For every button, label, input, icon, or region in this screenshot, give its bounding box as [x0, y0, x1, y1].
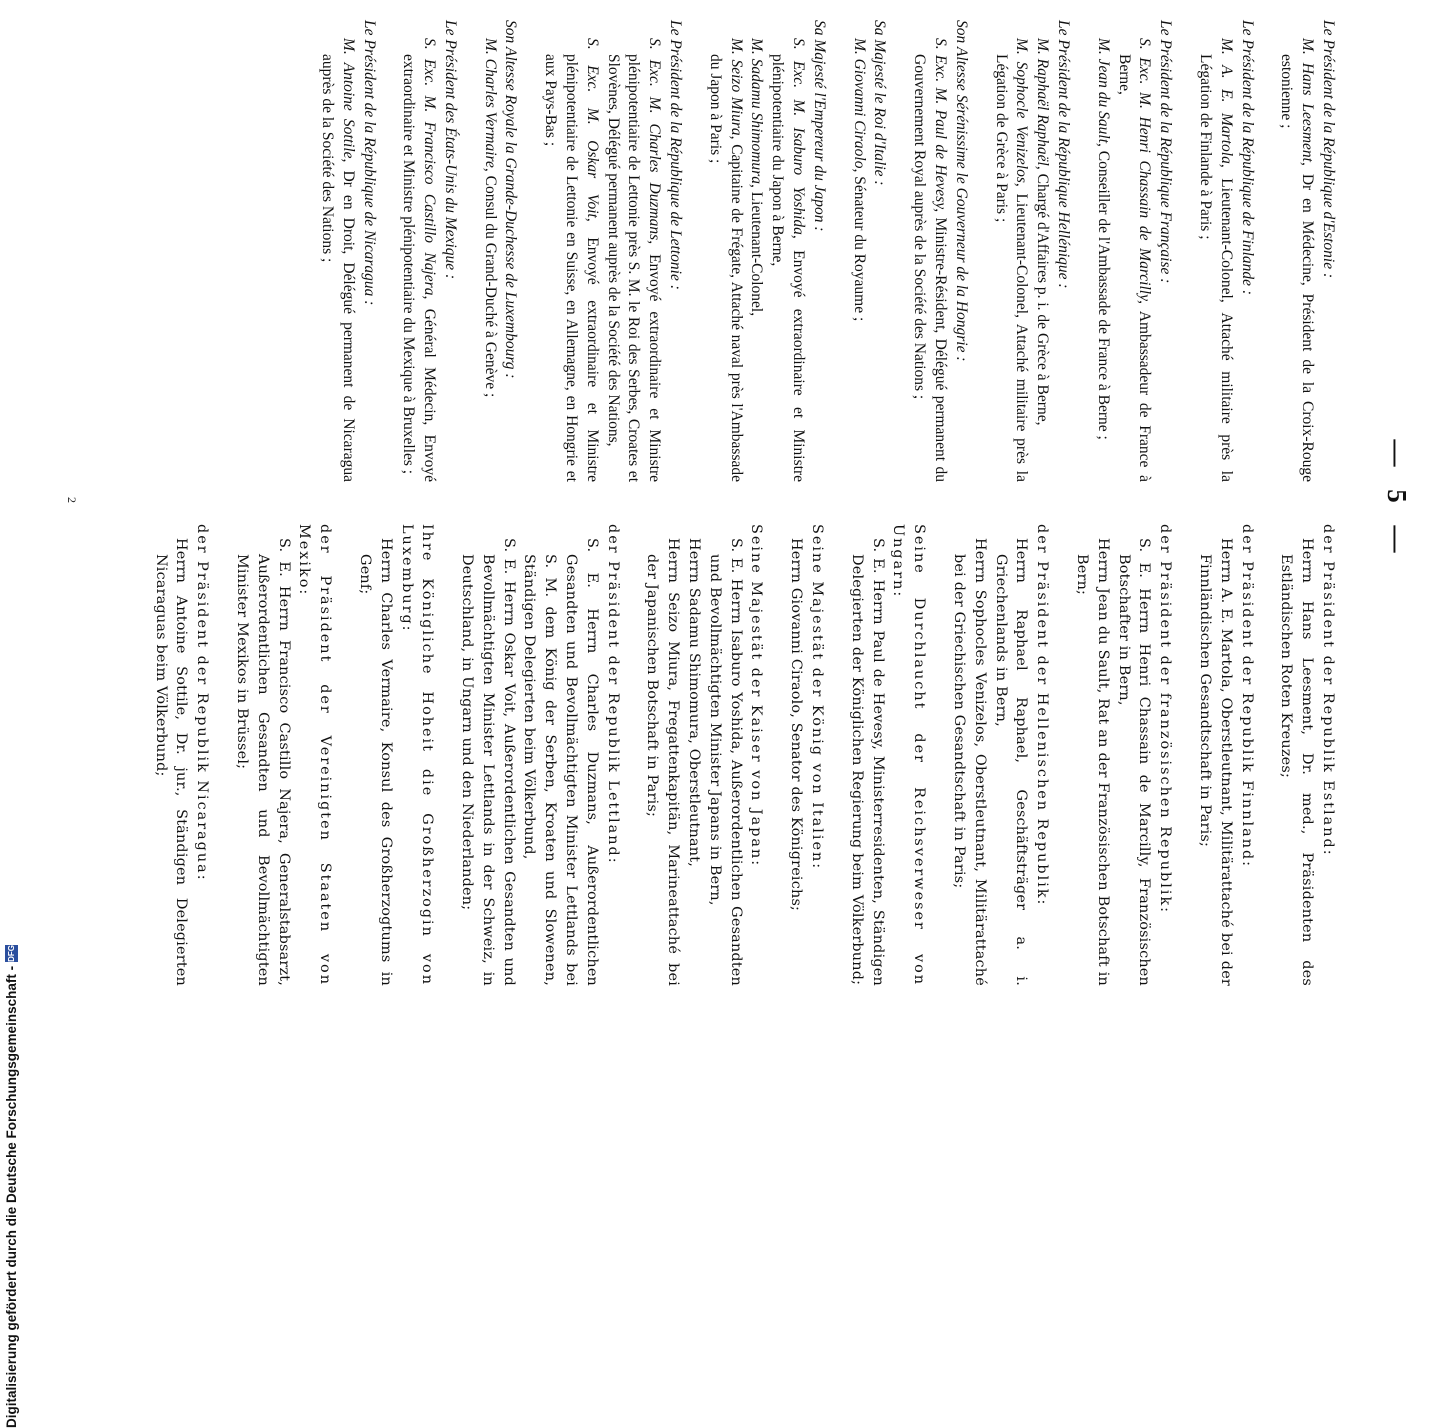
fr-block [1194, 20, 1256, 482]
de-plenipotentiary [1071, 524, 1113, 986]
fr-plenipotentiary [766, 20, 808, 482]
digitization-credit [0, 428, 26, 1428]
de-block [785, 524, 827, 986]
de-delegate-title: Generalstabsarzt, Außerordentlichen Gesandten und Bevollmächtigten Minister Mexikos in Brüssel; [233, 554, 292, 986]
fr-plenipotentiary [1194, 20, 1236, 482]
fr-delegate-title: Capitaine de Frégate, Attaché naval près l'Ambassade du Japon à Paris ; [706, 54, 745, 482]
fr-plenipotentiary [398, 20, 440, 482]
fr-block [1276, 20, 1338, 482]
de-delegate-title: Senator des Königreichs; [788, 718, 805, 912]
fr-delegate-title: Conseiller de l'Ambassade de France à Berne ; [1094, 146, 1112, 440]
de-delegate-title: Außerordentlichen Gesandten und Bevollmächtigten Minister Lettlands bei S. M. dem König der Serben, Kroaten und Slowenen, Ständigen Delegierten beim Völkerbund, [521, 554, 600, 987]
fr-plenipotentiary [1113, 20, 1155, 482]
de-delegate-name: S. E. Herrn Charles Duzmans, [583, 538, 600, 826]
de-sovereign-heading: der Präsident der Republik Nicaragua: [194, 524, 211, 882]
de-sovereign-heading: der Präsident der französischen Republik: [1157, 524, 1174, 915]
fr-block [990, 20, 1073, 482]
fr-delegate-name: S. Exc. M. Charles Duzmans, [646, 38, 664, 245]
fr-block [398, 20, 460, 482]
fr-delegate-name: M. Antoine Sottile, [339, 38, 357, 163]
de-plenipotentiary [642, 524, 684, 986]
de-delegate-name: Herrn Charles Vermaire, [377, 538, 394, 733]
de-block [150, 524, 212, 986]
de-delegate-name: S. E. Herrn Oskar Voit, [500, 538, 517, 718]
fr-delegate-title: Dr en Droit, Délégué permanent de Nicaragua auprès de la Société des Nations ; [318, 54, 357, 482]
fr-plenipotentiary [990, 20, 1032, 482]
de-delegate-title: Außerordentlichen Gesandten und Bevollmächtigten Minister Lettlands in der Schweiz, in Deutschland, in Ungarn und den Niederlanden; [459, 554, 517, 986]
de-delegate-title: Dr. med., Präsidenten des Estländischen Roten Kreuzes; [1278, 554, 1316, 986]
de-block [642, 524, 767, 986]
de-delegate-name: Herrn Giovanni Ciraolo, [788, 538, 805, 719]
de-delegate-name: Herrn Hans Leesment, [1299, 538, 1316, 736]
credit-text: Digitalisierung gefördert durch die Deutsche Forschungsgemeinschaft - [3, 965, 19, 1428]
de-delegate-name: Herrn A. E. Martola, [1217, 538, 1234, 693]
fr-plenipotentiary [704, 20, 746, 482]
de-delegate-title: Außerordentlichen Gesandten und Bevollmächtigten Minister Japans in Bern, [706, 554, 744, 986]
de-plenipotentiary [785, 524, 806, 986]
fr-sovereign-heading: Son Altesse Royale la Grande-Duchesse de Luxembourg : [502, 20, 520, 379]
de-delegate-title: Rat an der Französischen Botschaft in Bern; [1074, 554, 1111, 986]
de-delegate-title: Konsul des Großherzogtums in Genf; [356, 554, 394, 986]
de-plenipotentiary [704, 524, 746, 986]
de-block [231, 524, 335, 986]
fr-delegate-title: Consul du Grand-Duché à Genève ; [481, 171, 499, 398]
de-delegate-name: S. E. Herrn Isaburo Yoshida, [727, 538, 744, 755]
fr-delegate-name: S. Exc. M. Isaburo Yoshida, [790, 38, 808, 239]
de-plenipotentiary [150, 524, 192, 986]
fr-block [316, 20, 378, 482]
fr-delegate-title: Envoyé extraordinaire et Ministre plénipotentiaire du Japon à Berne, [769, 54, 808, 482]
fr-delegate-name: M. Hans Leesment, [1299, 38, 1317, 166]
french-column [297, 20, 1338, 482]
fr-plenipotentiary [908, 20, 950, 482]
de-block [456, 524, 622, 986]
de-plenipotentiary [354, 524, 396, 986]
sheet-number: 2 [65, 497, 79, 503]
fr-block [479, 20, 521, 482]
de-plenipotentiary [683, 524, 704, 986]
fr-sovereign-heading: Le Président de la République Hellénique : [1055, 20, 1073, 289]
de-block [846, 524, 929, 986]
de-delegate-name: Herrn Jean du Sault, [1094, 538, 1111, 694]
de-block [1194, 524, 1256, 986]
fr-delegate-name: S. Exc. M. Oskar Voit, [583, 38, 601, 222]
de-plenipotentiary [456, 524, 518, 986]
fr-delegate-name: S. Exc. M. Francisco Castillo Najera, [421, 38, 439, 300]
de-block [948, 524, 1052, 986]
fr-plenipotentiary [746, 20, 767, 482]
fr-delegate-name: M. Raphaël Raphaël, [1034, 38, 1052, 170]
fr-delegate-name: M. Seizo Miura, [727, 38, 745, 140]
de-plenipotentiary [1276, 524, 1318, 986]
fr-delegate-title: Chargé d'Affaires p. i. de Grèce à Berne, [1034, 169, 1052, 426]
de-delegate-title: Oberstleutnant, [686, 743, 703, 867]
de-block [1071, 524, 1175, 986]
fr-sovereign-heading: Sa Majesté le Roi d'Italie : [871, 20, 889, 186]
de-block [354, 524, 437, 986]
de-delegate-name: Herrn Sadamu Shimomura, [686, 538, 703, 744]
fr-delegate-title: Ambassadeur de France à Berne, [1115, 54, 1154, 482]
de-sovereign-heading: Seine Majestät der König von Italien: [809, 524, 826, 871]
fr-delegate-title: Dr en Médecine, Président de la Croix-Rouge estonienne ; [1278, 54, 1317, 482]
fr-delegate-name: M. Giovanni Ciraolo, [850, 38, 868, 173]
fr-delegate-title: Envoyé extraordinaire et Ministre plénipotentiaire de Lettonie près S. M. le Roi des Serbes, Croates et Slovènes, Délégué permanent auprès de la Société des Nations, [604, 54, 664, 482]
fr-sovereign-heading: Le Président de la République de Finlande : [1238, 20, 1256, 296]
fr-delegate-name: M. Sadamu Shimomura, [748, 38, 766, 188]
de-plenipotentiary [846, 524, 888, 986]
de-delegate-name: S. E. Herrn Paul de Hevesy, [869, 538, 886, 751]
de-delegate-title: Geschäftsträger a. i. Griechenlands in Bern, [992, 554, 1030, 986]
fr-sovereign-heading: Le Président de la République de Lettonie : [667, 20, 685, 290]
german-column [131, 524, 1338, 986]
de-delegate-title: Ministerresidenten, Ständigen Delegierten der Königlichen Regierung beim Völkerbund; [848, 554, 886, 986]
de-sovereign-heading: der Präsident der Republik Finnland: [1238, 524, 1255, 869]
de-delegate-name: Herrn Sophocles Venizelos, [971, 538, 988, 748]
fr-delegate-name: M. Sophocle Venizelos, [1013, 38, 1031, 187]
fr-plenipotentiary [848, 20, 869, 482]
de-plenipotentiary [231, 524, 293, 986]
fr-block [848, 20, 890, 482]
fr-plenipotentiary [540, 20, 602, 482]
fr-delegate-name: S. Exc. M. Paul de Hevesy, [932, 38, 950, 213]
de-sovereign-heading: der Präsident der Hellenischen Republik: [1034, 524, 1051, 907]
de-block [1276, 524, 1338, 986]
fr-plenipotentiary [316, 20, 358, 482]
fr-delegate-title: Lieutenant-Colonel, Attaché militaire près la Légation de Grèce à Paris ; [992, 54, 1031, 482]
de-delegate-title: Dr. jur., Ständigen Delegierten Nicaraguas beim Völkerbund; [152, 554, 190, 986]
fr-delegate-name: M. Charles Vermaire, [481, 38, 499, 172]
fr-plenipotentiary [1092, 20, 1113, 482]
fr-plenipotentiary [602, 20, 664, 482]
fr-delegate-title: Ministre-Résident, Délégué permanent du Gouvernement Royal auprès de la Société des Nations ; [911, 54, 950, 482]
de-plenipotentiary [990, 524, 1032, 986]
fr-delegate-title: Sénateur du Royaume ; [850, 172, 868, 322]
de-plenipotentiary [1194, 524, 1236, 986]
de-sovereign-heading: der Präsident der Republik Estland: [1320, 524, 1336, 857]
fr-block [540, 20, 686, 482]
de-delegate-title: Oberstleutnant, Militärattaché bei der Griechischen Gesandtschaft in Paris; [951, 554, 988, 986]
de-delegate-title: Französischen Botschafter in Bern, [1115, 554, 1153, 986]
de-delegate-name: Herrn Seizo Miura, [665, 538, 682, 692]
de-delegate-name: S. E. Herrn Francisco Castillo Najera, [275, 538, 292, 844]
fr-sovereign-heading: Le Président de la République de Nicaragua : [360, 20, 378, 306]
de-plenipotentiary [948, 524, 990, 986]
de-delegate-name: Herrn Raphael Raphael, [1013, 538, 1030, 764]
de-plenipotentiary [1113, 524, 1155, 986]
de-sovereign-heading: Seine Majestät der Kaiser von Japan: [748, 524, 765, 868]
fr-block [704, 20, 829, 482]
fr-delegate-title: Lieutenant-Colonel, Attaché militaire près la Légation de Finlande à Paris ; [1197, 54, 1235, 482]
fr-delegate-name: S. Exc. M. Henri Chassain de Marcilly, [1136, 38, 1154, 305]
de-sovereign-heading: der Präsident der Republik Lettland: [604, 524, 621, 865]
de-delegate-name: S. E. Herrn Henri Chassain de Marcilly, [1136, 538, 1153, 868]
fr-delegate-title: Général Médecin, Envoyé extraordinaire et Ministre plénipotentiaire du Mexique à Bruxelles ; [400, 54, 439, 482]
de-delegate-name: Herrn Antoine Sottile, [173, 538, 190, 721]
dfg-logo-icon: DFG [6, 944, 16, 962]
de-sovereign-heading: der Präsident der Vereinigten Staaten von Mexiko: [296, 524, 334, 986]
fr-block [908, 20, 970, 482]
fr-block [1092, 20, 1175, 482]
page-number: — 5 — [1382, 439, 1412, 561]
fr-plenipotentiary [1031, 20, 1052, 482]
fr-delegate-title: Envoyé extraordinaire et Ministre plénipotentiaire de Lettonie en Suisse, en Allemagne, en Hongrie et aux Pays-Bas ; [542, 54, 601, 482]
de-sovereign-heading: Seine Durchlaucht der Reichsverweser von Ungarn: [890, 524, 928, 986]
fr-delegate-name: M. Jean du Sault, [1094, 38, 1112, 147]
de-sovereign-heading: Ihre Königliche Hoheit die Großherzogin von Luxemburg: [398, 524, 436, 986]
fr-plenipotentiary [1276, 20, 1318, 482]
fr-sovereign-heading: Le Président de la République d'Estonie : [1320, 20, 1337, 279]
fr-plenipotentiary [479, 20, 500, 482]
de-plenipotentiary [519, 524, 602, 986]
fr-delegate-name: M. A. E. Martola, [1217, 38, 1235, 168]
fr-sovereign-heading: Le Président des États-Unis du Mexique : [441, 20, 459, 280]
fr-sovereign-heading: Le Président de la République Française : [1157, 20, 1175, 284]
de-delegate-title: Fregattenkapitän, Marineattaché bei der Japanischen Botschaft in Paris; [644, 554, 682, 986]
fr-sovereign-heading: Son Altesse Sérénissime le Gouverneur de la Hongrie : [952, 20, 970, 362]
de-delegate-title: Oberstleutnant, Militärattaché bei der Finnländischen Gesandtschaft in Paris; [1197, 554, 1234, 986]
fr-delegate-title: Lieutenant-Colonel, [748, 187, 766, 317]
fr-sovereign-heading: Sa Majesté l'Empereur du Japon : [810, 20, 828, 232]
